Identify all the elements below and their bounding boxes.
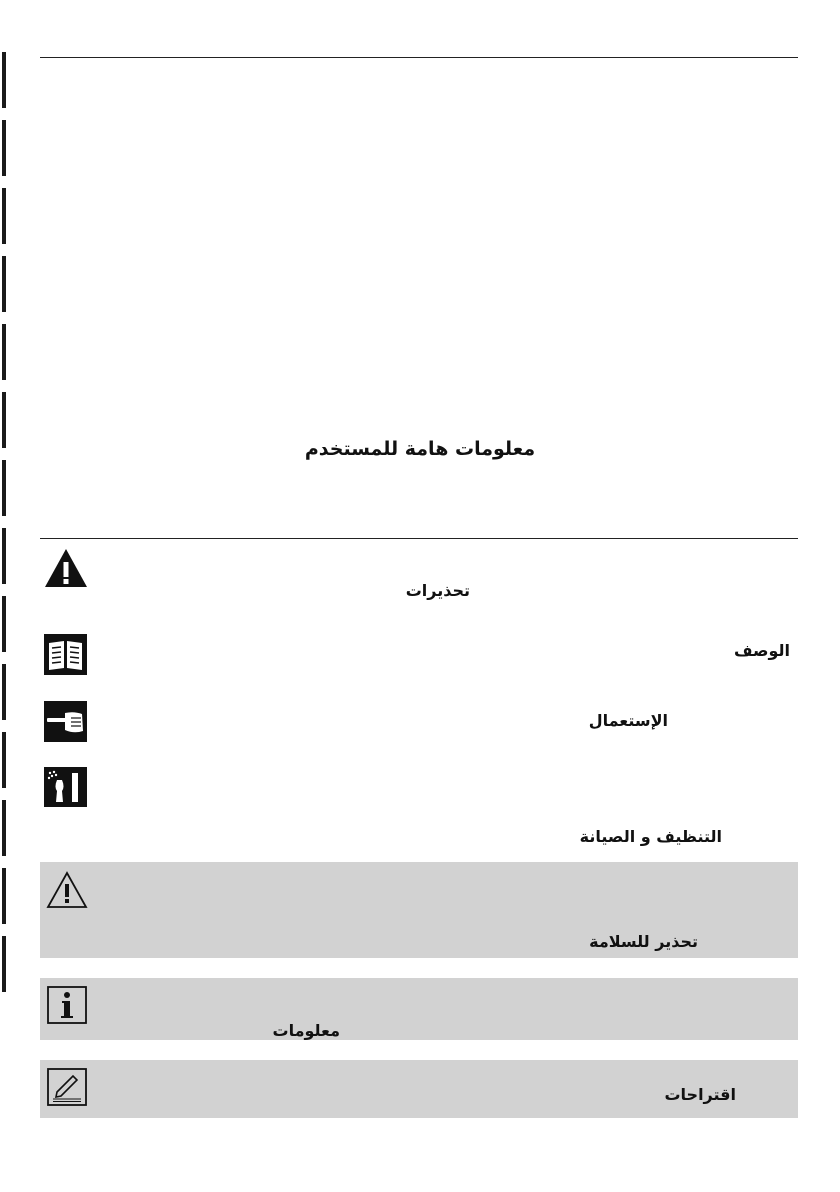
legend-warning-label: تحذيرات bbox=[405, 581, 470, 600]
hand-pointing-icon bbox=[44, 701, 87, 742]
edge-mark bbox=[2, 528, 6, 584]
legend-cleaning-label: التنظيف و الصيانة bbox=[579, 827, 722, 846]
note-suggestions-label: اقتراحات bbox=[664, 1085, 736, 1104]
legend-use-label: الإستعمال bbox=[588, 711, 668, 730]
note-suggestions bbox=[40, 1060, 798, 1118]
open-book-icon bbox=[44, 634, 87, 675]
edge-mark bbox=[2, 936, 6, 992]
edge-mark bbox=[2, 800, 6, 856]
edge-mark bbox=[2, 732, 6, 788]
note-safety-warning bbox=[40, 862, 798, 958]
top-rule bbox=[40, 57, 798, 58]
edge-mark bbox=[2, 868, 6, 924]
note-information-label: معلومات bbox=[272, 1021, 340, 1040]
edge-mark bbox=[2, 188, 6, 244]
edge-mark bbox=[2, 52, 6, 108]
warning-triangle-outline-icon bbox=[46, 870, 88, 910]
edge-mark bbox=[2, 324, 6, 380]
legend-description-label: الوصف bbox=[733, 641, 790, 660]
note-safety-warning-label: تحذير للسلامة bbox=[589, 932, 698, 951]
info-icon bbox=[47, 986, 87, 1024]
edge-mark bbox=[2, 596, 6, 652]
edge-mark bbox=[2, 256, 6, 312]
warning-triangle-filled-icon bbox=[43, 547, 89, 589]
note-information bbox=[40, 978, 798, 1040]
edge-mark bbox=[2, 664, 6, 720]
section-rule bbox=[40, 538, 798, 539]
edge-mark bbox=[2, 120, 6, 176]
cleaning-tools-icon bbox=[44, 767, 87, 807]
page-title: معلومات هامة للمستخدم bbox=[304, 438, 536, 460]
edge-mark bbox=[2, 460, 6, 516]
pencil-note-icon bbox=[47, 1068, 87, 1106]
